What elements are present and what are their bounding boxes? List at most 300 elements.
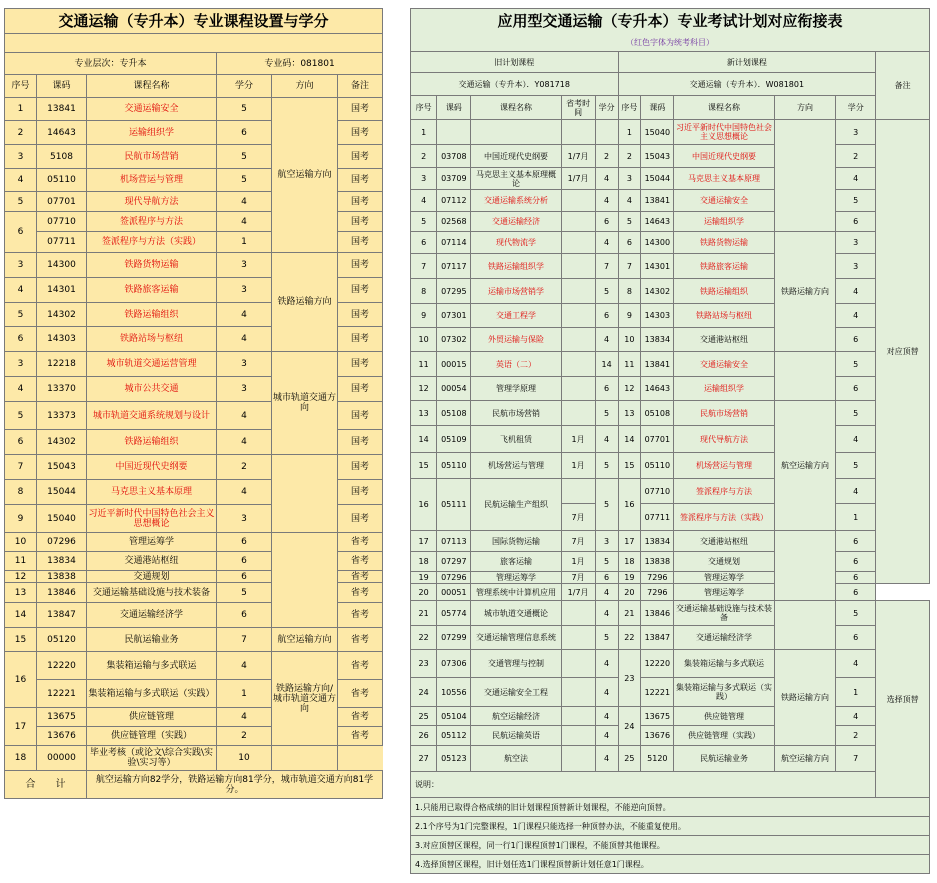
old-seq-cell: 24: [411, 678, 437, 707]
table-row: [411, 352, 930, 377]
new-course-cell: 交通运输安全: [674, 352, 774, 377]
old-code-cell: 07302: [437, 328, 471, 352]
new-seq-cell: 24: [618, 707, 641, 746]
new-code-cell: 13675: [641, 707, 674, 726]
remark-cell: 省考: [338, 552, 383, 571]
course-cell: 铁路站场与枢纽: [87, 327, 217, 352]
old-seq-cell: 12: [411, 377, 437, 401]
seq-cell: 1: [5, 98, 37, 121]
new-credit-cell: 2: [836, 726, 876, 746]
old-time-cell: 1/7月: [561, 584, 595, 601]
direction-cell: [774, 120, 836, 232]
new-code-cell: 13838: [641, 552, 674, 572]
credit-cell: 5: [217, 145, 272, 169]
credit-cell: 5: [217, 169, 272, 192]
old-course-cell: 英语（二）: [471, 352, 561, 377]
new-credit-cell: 1: [836, 504, 876, 531]
new-seq-cell: 21: [618, 601, 641, 626]
seq-cell: 3: [5, 352, 37, 377]
new-code-cell: 13676: [641, 726, 674, 746]
code-cell: 07711: [37, 232, 87, 253]
old-credit-cell: 5: [595, 279, 618, 304]
table-row: [411, 145, 930, 168]
seq-cell: 6: [5, 430, 37, 455]
table-row: [5, 533, 383, 552]
old-code-cell: 05111: [437, 479, 471, 531]
direction-cell: [774, 531, 836, 601]
new-course-cell: 马克思主义基本原理: [674, 168, 774, 190]
table-row: [5, 98, 383, 121]
new-credit-cell: 3: [836, 120, 876, 145]
new-course-cell: 集装箱运输与多式联运（实践）: [674, 678, 774, 707]
old-seq-cell: 20: [411, 584, 437, 601]
new-credit-cell: 4: [836, 279, 876, 304]
remark-cell: 国考: [338, 455, 383, 480]
old-credit-cell: 5: [595, 626, 618, 650]
remark-cell: 省考: [338, 708, 383, 727]
table-row: [411, 254, 930, 279]
old-course-cell: 飞机租赁: [471, 426, 561, 453]
total-note: 航空运输方向82学分，铁路运输方向81学分，城市轨道交通方向81学分。: [87, 771, 383, 799]
direction-cell: [774, 352, 836, 401]
left-course-table: [4, 8, 383, 799]
table-row: [411, 707, 930, 726]
table-row: [411, 584, 930, 601]
old-code-cell: 03708: [437, 145, 471, 168]
remark-cell: 省考: [338, 652, 383, 680]
new-credit-cell: 6: [836, 212, 876, 232]
old-code-cell: 07113: [437, 531, 471, 552]
course-cell: 交通港站枢纽: [87, 552, 217, 571]
new-code-cell: 15043: [641, 145, 674, 168]
new-seq-cell: 17: [618, 531, 641, 552]
new-code-cell: 07711: [641, 504, 674, 531]
code-cell: 13676: [37, 727, 87, 746]
note-item: 1.只能用已取得合格成绩的旧计划课程顶替新计划课程，不能逆向顶替。: [411, 798, 930, 817]
credit-cell: 3: [217, 352, 272, 377]
old-code-cell: 05112: [437, 726, 471, 746]
seq-cell: 8: [5, 480, 37, 505]
old-course-cell: 航空运输经济: [471, 707, 561, 726]
new-plan-header: 新计划课程: [618, 52, 876, 73]
old-credit-cell: 4: [595, 168, 618, 190]
old-course-cell: 管理学原理: [471, 377, 561, 401]
old-code-cell: 07296: [437, 572, 471, 584]
old-seq-cell: 8: [411, 279, 437, 304]
seq-cell: 4: [5, 278, 37, 303]
credit-cell: 5: [217, 98, 272, 121]
old-credit-cell: 4: [595, 584, 618, 601]
right-header-cell: 序号: [618, 96, 641, 120]
new-course-cell: 交通运输经济学: [674, 626, 774, 650]
new-credit-cell: 5: [836, 401, 876, 426]
new-code-cell: 13846: [641, 601, 674, 626]
new-course-cell: 管理运筹学: [674, 584, 774, 601]
note-item: 3.对应顶替区课程，同一行1门课程顶替1门课程，不能顶替其他课程。: [411, 836, 930, 855]
new-code-cell: 13841: [641, 190, 674, 212]
old-time-cell: [561, 254, 595, 279]
course-cell: 城市轨道交通运营管理: [87, 352, 217, 377]
new-seq-cell: 25: [618, 746, 641, 772]
remark-cell: 省考: [338, 583, 383, 603]
old-time-cell: [561, 678, 595, 707]
remark-cell: 国考: [338, 232, 383, 253]
new-code-cell: 7296: [641, 584, 674, 601]
old-credit-cell: 5: [595, 552, 618, 572]
old-code-cell: 07295: [437, 279, 471, 304]
new-course-cell: 习近平新时代中国特色社会主义思想概论: [674, 120, 774, 145]
credit-cell: 6: [217, 571, 272, 583]
code-cell: 12220: [37, 652, 87, 680]
course-cell: 马克思主义基本原理: [87, 480, 217, 505]
right-header-cell: 序号: [411, 96, 437, 120]
new-credit-cell: 5: [836, 190, 876, 212]
new-seq-cell: 23: [618, 650, 641, 707]
right-mapping-table: [410, 8, 930, 874]
seq-cell: 13: [5, 583, 37, 603]
left-header-cell: 学分: [217, 75, 272, 98]
credit-cell: 4: [217, 480, 272, 505]
seq-cell: 5: [5, 303, 37, 327]
remark-cell: 省考: [338, 603, 383, 628]
old-course-cell: 交通管理与控制: [471, 650, 561, 678]
old-code-cell: 07301: [437, 304, 471, 328]
new-course-cell: 交通运输基础设施与技术装备: [674, 601, 774, 626]
left-header-cell: 方向: [272, 75, 338, 98]
course-cell: 中国近现代史纲要: [87, 455, 217, 480]
course-cell: 管理运筹学: [87, 533, 217, 552]
note-item: 4.选择顶替区课程，旧计划任选1门课程顶替新计划任意1门课程。: [411, 855, 930, 874]
old-time-cell: [561, 726, 595, 746]
table-row: [5, 746, 383, 771]
notes-title: 说明：: [411, 772, 930, 798]
old-course-cell: 运输市场营销学: [471, 279, 561, 304]
new-seq-cell: 15: [618, 453, 641, 479]
credit-cell: 6: [217, 552, 272, 571]
table-row: [411, 479, 930, 504]
new-course-cell: 中国近现代史纲要: [674, 145, 774, 168]
new-seq-cell: 3: [618, 168, 641, 190]
table-row: [411, 650, 930, 678]
old-seq-cell: 1: [411, 120, 437, 145]
table-row: [5, 652, 383, 680]
left-header-cell: 备注: [338, 75, 383, 98]
old-seq-cell: 27: [411, 746, 437, 772]
new-code-cell: 14302: [641, 279, 674, 304]
new-course-cell: 交通规划: [674, 552, 774, 572]
new-code-cell: 5120: [641, 746, 674, 772]
new-course-cell: 现代导航方法: [674, 426, 774, 453]
remark-cell: 省考: [338, 571, 383, 583]
code-cell: 14300: [37, 253, 87, 278]
seq-cell: 9: [5, 505, 37, 533]
table-row: [411, 401, 930, 426]
old-credit-cell: 5: [595, 401, 618, 426]
new-seq-cell: 4: [618, 190, 641, 212]
new-seq-cell: 5: [618, 212, 641, 232]
new-code-cell: 13847: [641, 626, 674, 650]
code-cell: 12221: [37, 680, 87, 708]
old-seq-cell: 15: [411, 453, 437, 479]
course-cell: 集装箱运输与多式联运（实践）: [87, 680, 217, 708]
code-cell: 15040: [37, 505, 87, 533]
remark-cell: 国考: [338, 327, 383, 352]
seq-cell: 18: [5, 746, 37, 771]
course-cell: 交通运输基础设施与技术装备: [87, 583, 217, 603]
old-credit-cell: 14: [595, 352, 618, 377]
direction-cell: 城市轨道交通方向: [272, 352, 338, 455]
new-code-cell: 05108: [641, 401, 674, 426]
new-seq-cell: 10: [618, 328, 641, 352]
direction-cell: 航空运输方向: [272, 98, 338, 253]
old-code-cell: 02568: [437, 212, 471, 232]
credit-cell: 10: [217, 746, 272, 771]
seq-cell: 12: [5, 571, 37, 583]
old-seq-cell: 3: [411, 168, 437, 190]
old-time-cell: [561, 601, 595, 626]
course-cell: 民航市场营销: [87, 145, 217, 169]
old-credit-cell: 4: [595, 726, 618, 746]
course-cell: 签派程序与方法: [87, 212, 217, 232]
left-title: 交通运输（专升本）专业课程设置与学分: [5, 9, 383, 34]
direction-cell: 铁路运输方向: [774, 650, 836, 746]
credit-cell: 6: [217, 603, 272, 628]
old-course-cell: 交通运输安全工程: [471, 678, 561, 707]
new-seq-cell: 7: [618, 254, 641, 279]
new-credit-cell: 5: [836, 601, 876, 626]
new-credit-cell: 6: [836, 531, 876, 552]
remark-cell: 国考: [338, 169, 383, 192]
right-header-cell: 方向: [774, 96, 836, 120]
code-cell: 05120: [37, 628, 87, 652]
old-time-cell: [561, 479, 595, 504]
right-header-cell: 课程名称: [674, 96, 774, 120]
table-row: [411, 377, 930, 401]
old-course-cell: 外贸运输与保险: [471, 328, 561, 352]
old-time-cell: [561, 190, 595, 212]
old-credit-cell: 2: [595, 145, 618, 168]
new-seq-cell: 19: [618, 572, 641, 584]
new-seq-cell: 9: [618, 304, 641, 328]
direction-cell: 铁路运输方向: [272, 253, 338, 352]
new-credit-cell: 4: [836, 304, 876, 328]
table-row: [411, 120, 930, 145]
old-course-cell: 机场营运与管理: [471, 453, 561, 479]
new-seq-cell: 8: [618, 279, 641, 304]
left-header-cell: 课码: [37, 75, 87, 98]
old-code-cell: 07297: [437, 552, 471, 572]
old-code-cell: 07112: [437, 190, 471, 212]
remark-cell: 国考: [338, 352, 383, 377]
right-header-cell: 学分: [595, 96, 618, 120]
old-time-cell: [561, 707, 595, 726]
credit-cell: 3: [217, 377, 272, 402]
new-course-cell: 铁路站场与枢纽: [674, 304, 774, 328]
new-course-cell: 交通港站枢纽: [674, 531, 774, 552]
old-time-cell: [561, 626, 595, 650]
old-course-cell: 旅客运输: [471, 552, 561, 572]
course-cell: 签派程序与方法（实践）: [87, 232, 217, 253]
credit-cell: 4: [217, 192, 272, 212]
old-course-cell: 中国近现代史纲要: [471, 145, 561, 168]
total-row: [5, 771, 383, 799]
new-course-cell: 民航运输业务: [674, 746, 774, 772]
table-row: [411, 304, 930, 328]
old-credit-cell: 4: [595, 601, 618, 626]
new-credit-cell: 6: [836, 584, 876, 601]
credit-cell: 2: [217, 455, 272, 480]
code-cell: 13841: [37, 98, 87, 121]
new-credit-cell: 4: [836, 707, 876, 726]
old-code-cell: 07306: [437, 650, 471, 678]
old-code-cell: 05123: [437, 746, 471, 772]
code-cell: 07296: [37, 533, 87, 552]
new-code-cell: 13841: [641, 352, 674, 377]
old-credit-cell: 4: [595, 707, 618, 726]
total-label: 合 计: [5, 771, 87, 799]
table-row: [411, 212, 930, 232]
new-course-cell: 铁路旅客运输: [674, 254, 774, 279]
new-seq-cell: 13: [618, 401, 641, 426]
old-time-cell: 7月: [561, 572, 595, 584]
new-course-cell: 交通运输安全: [674, 190, 774, 212]
seq-cell: 2: [5, 121, 37, 145]
course-cell: 交通运输安全: [87, 98, 217, 121]
table-row: [411, 168, 930, 190]
credit-cell: 4: [217, 708, 272, 727]
old-credit-cell: 3: [595, 531, 618, 552]
direction-cell: 航空运输方向: [272, 628, 338, 652]
course-cell: 运输组织学: [87, 121, 217, 145]
code-cell: 14302: [37, 303, 87, 327]
credit-cell: 4: [217, 327, 272, 352]
remark-cell: 国考: [338, 430, 383, 455]
new-course-cell: 民航市场营销: [674, 401, 774, 426]
remark-cell: 国考: [338, 121, 383, 145]
new-seq-cell: 11: [618, 352, 641, 377]
code-cell: 13847: [37, 603, 87, 628]
old-major: 交通运输（专升本）．Y081718: [411, 73, 619, 96]
old-seq-cell: 25: [411, 707, 437, 726]
seq-cell: 11: [5, 552, 37, 571]
old-time-cell: [561, 279, 595, 304]
new-code-cell: 14303: [641, 304, 674, 328]
remark-cell: 国考: [338, 98, 383, 121]
old-code-cell: 05108: [437, 401, 471, 426]
seq-cell: 4: [5, 377, 37, 402]
right-header-cell: 课码: [437, 96, 471, 120]
old-credit-cell: [595, 120, 618, 145]
remark-cell: 国考: [338, 303, 383, 327]
new-credit-cell: 3: [836, 254, 876, 279]
direction-cell: 航空运输方向: [774, 401, 836, 531]
new-credit-cell: 4: [836, 650, 876, 678]
old-credit-cell: 6: [595, 377, 618, 401]
old-course-cell: 铁路运输组织学: [471, 254, 561, 279]
course-cell: 交通运输经济学: [87, 603, 217, 628]
old-seq-cell: 26: [411, 726, 437, 746]
direction-cell: 航空运输方向: [774, 746, 836, 772]
code-cell: 13846: [37, 583, 87, 603]
new-course-cell: 集装箱运输与多式联运: [674, 650, 774, 678]
old-seq-cell: 9: [411, 304, 437, 328]
new-course-cell: 管理运筹学: [674, 572, 774, 584]
old-time-cell: [561, 328, 595, 352]
new-code-cell: 7296: [641, 572, 674, 584]
new-credit-cell: 6: [836, 552, 876, 572]
direction-cell: [272, 533, 338, 628]
seq-cell: 3: [5, 253, 37, 278]
course-cell: 铁路运输组织: [87, 303, 217, 327]
old-seq-cell: 22: [411, 626, 437, 650]
new-credit-cell: 4: [836, 168, 876, 190]
credit-cell: 4: [217, 402, 272, 430]
code-cell: 13834: [37, 552, 87, 571]
new-code-cell: 12220: [641, 650, 674, 678]
course-cell: 供应链管理: [87, 708, 217, 727]
code-cell: 13838: [37, 571, 87, 583]
course-cell: 民航运输业务: [87, 628, 217, 652]
new-credit-cell: 6: [836, 377, 876, 401]
seq-cell: 16: [5, 652, 37, 708]
old-code-cell: 00015: [437, 352, 471, 377]
new-course-cell: 运输组织学: [674, 377, 774, 401]
course-cell: 集装箱运输与多式联运: [87, 652, 217, 680]
old-credit-cell: 5: [595, 453, 618, 479]
new-seq-cell: 16: [618, 479, 641, 531]
remark-cell: 国考: [338, 253, 383, 278]
new-code-cell: 14643: [641, 212, 674, 232]
table-row: [411, 531, 930, 552]
old-code-cell: 00054: [437, 377, 471, 401]
credit-cell: 1: [217, 232, 272, 253]
old-code-cell: 07114: [437, 232, 471, 254]
table-row: [411, 678, 930, 707]
old-seq-cell: 4: [411, 190, 437, 212]
old-credit-cell: 6: [595, 572, 618, 584]
right-header-cell: 课程名称: [471, 96, 561, 120]
code-cell: 14303: [37, 327, 87, 352]
remark-cell: 国考: [338, 192, 383, 212]
remark-cell: [272, 746, 338, 771]
course-cell: 习近平新时代中国特色社会主义思想概论: [87, 505, 217, 533]
table-row: [411, 453, 930, 479]
credit-cell: 1: [217, 680, 272, 708]
course-cell: 机场营运与管理: [87, 169, 217, 192]
old-course-cell: 交通运输管理信息系统: [471, 626, 561, 650]
course-cell: 现代导航方法: [87, 192, 217, 212]
table-row: [5, 628, 383, 652]
code-cell: 5108: [37, 145, 87, 169]
old-credit-cell: 4: [595, 190, 618, 212]
left-spacer-row: [5, 34, 383, 53]
table-row: [411, 626, 930, 650]
new-credit-cell: 7: [836, 746, 876, 772]
credit-cell: 7: [217, 628, 272, 652]
old-time-cell: 1/7月: [561, 168, 595, 190]
old-credit-cell: 6: [595, 304, 618, 328]
remark-cell: 国考: [338, 505, 383, 533]
old-seq-cell: 10: [411, 328, 437, 352]
old-code-cell: 05104: [437, 707, 471, 726]
seq-cell: 4: [5, 169, 37, 192]
old-code-cell: 05774: [437, 601, 471, 626]
seq-cell: 10: [5, 533, 37, 552]
new-course-cell: 铁路运输组织: [674, 279, 774, 304]
table-row: [5, 253, 383, 278]
old-course-cell: 城市轨道交通概论: [471, 601, 561, 626]
seq-cell: 17: [5, 708, 37, 746]
